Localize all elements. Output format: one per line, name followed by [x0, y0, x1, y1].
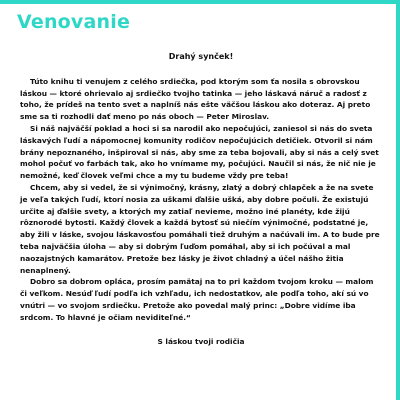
top-accent-border: [0, 0, 400, 4]
paragraph-2: Si náš najväčší poklad a hoci si sa narodil ako nepočujúci, zaniesol si nás do sveta láskavých ľudí a nápomocnej komunity rodičov nepočujúcich detičiek. Otvoril si nám brány nepoznaného, inšpiroval si nás, aby sme za teba bojovali, aby si nás a celý svet mohol počuť vo farbách tak, ako ho vnímame my, počujúci. Naučil si nás, že nič nie je nemožné, keď človek veľmi chce a my tu budeme vždy pre teba!: [20, 123, 379, 181]
right-accent-border: [396, 0, 400, 400]
paragraph-3: Chcem, aby si vedel, že si výnimočný, krásny, zlatý a dobrý chlapček a že na svete je veľa takých ľudí, ktorí nosia za uškami ďalšie ušká, aby dobre počuli. Že existujú určite aj ďalšie svety, a ktorých my zatiaľ nevieme, možno iné planéty, kde žijú rôznorodé bytosti. Každý človek a každá bytosť sú niečím výnimočné, podstatné je, aby žili v láske, svojou láskavosťou pomáhali tiež druhým a načúvali im. A to bude pre teba najväčšia úloha — aby si dobrým ľuďom pomáhal, aby si ich počúval a mal naozajstných kamarátov. Pretože bez lásky je život chladný a účel nášho žitia nenaplnený.: [20, 182, 380, 275]
salutation: Drahý synček!: [168, 52, 234, 61]
paragraph-4: Dobro sa dobrom opláca, prosím pamätaj na to pri každom tvojom kroku — malom či veľkom. Nesúď ľudí podľa ich vzhľadu, ich nedostatkov, ale podľa toho, akí sú vo vnútri — vo svojom srdiečku. Pretože ako povedal malý princ: „Dobre vidíme iba srdcom. To hlavné je očiam neviditeľné.“: [20, 277, 374, 322]
page-title: Venovanie: [17, 11, 131, 33]
signature: S láskou tvoji rodičia: [157, 336, 245, 346]
dedication-text: [20, 51, 382, 347]
paragraph-1: Túto knihu ti venujem z celého srdiečka, pod ktorým som ťa nosila s obrovskou láskou — ktoré ohrievalo aj srdiečko tvojho tatinka — jeho láskavá náruč a radosť z toho, že prídeš na tento svet a naplníš nás ešte väčšou láskou ako doteraz. Aj preto sme sa ti rozhodli dať meno po nás oboch — Peter Miroslav.: [20, 76, 371, 122]
